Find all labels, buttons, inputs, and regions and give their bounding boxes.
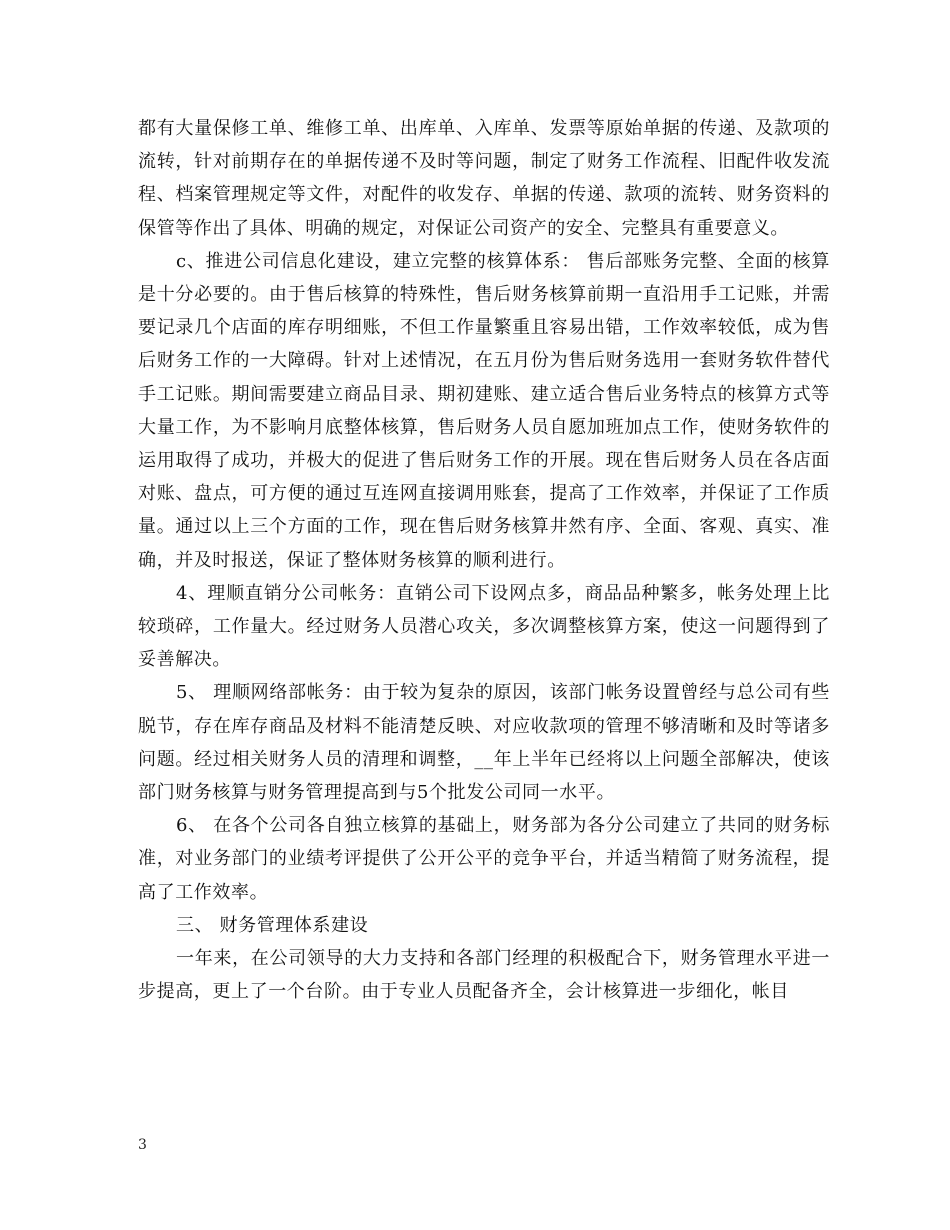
section-heading: 三、 财务管理体系建设 xyxy=(176,914,369,936)
paragraph-item-6: 6、 在各个公司各自独立核算的基础上，财务部为各分公司建立了共同的财务标准，对业务部门的业绩考评提供了公开公平的竞争平台，并适当精简了财务流程，提高了工作效率。 xyxy=(138,815,830,903)
page-number: 3 xyxy=(138,1137,147,1153)
paragraph-item-4: 4、理顺直销分公司帐务：直销公司下设网点多，商品品种繁多，帐务处理上比较琐碎，工作量大。经过财务人员潜心攻关，多次调整核算方案，使这一问题得到了妥善解决。 xyxy=(138,582,830,671)
paragraph-section-intro: 一年来，在公司领导的大力支持和各部门经理的积极配合下，财务管理水平进一步提高，更上了一个台阶。由于专业人员配备齐全，会计核算进一步细化，帐目 xyxy=(138,948,830,1003)
paragraph-continuation: 都有大量保修工单、维修工单、出库单、入库单、发票等原始单据的传递、及款项的流转，针对前期存在的单据传递不及时等问题，制定了财务工作流程、旧配件收发流程、档案管理规定等文件，对配件的收发存、单据的传递、款项的流转、财务资料的保管等作出了具体、明确的规定，对保证公司资产的安全、完整具有重要意义。 xyxy=(138,118,830,239)
paragraph-item-c: c、推进公司信息化建设，建立完整的核算体系： 售后部账务完整、全面的核算是十分必要的。由于售后核算的特殊性，售后财务核算前期一直沿用手工记账，并需要记录几个店面的库存明细账，不但工作量繁重且容易出错，工作效率较低，成为售后财务工作的一大障碍。针对上述情况，在五月份为售后财务选用一套财务软件替代手工记账。期间需要建立商品目录、期初建账、建立适合售后业务特点的核算方式等大量工作，为不影响月底整体核算，售后财务人员自愿加班加点工作，使财务软件的运用取得了成功，并极大的促进了售后财务工作的开展。现在售后财务人员在各店面对账、盘点，可方便的通过互连网直接调用账套，提高了工作效率，并保证了工作质量。通过以上三个方面的工作，现在售后财务核算井然有序、全面、客观、真实、准确，并及时报送，保证了整体财务核算的顺利进行。 xyxy=(138,250,830,571)
paragraph-item-5: 5、 理顺网络部帐务：由于较为复杂的原因，该部门帐务设置曾经与总公司有些脱节，存在库存商品及材料不能清楚反映、对应收款项的管理不够清晰和及时等诸多问题。经过相关财务人员的清理和调整，__年上半年已经将以上问题全部解决，使该部门财务核算与财务管理提高到与5个批发公司同一水平。 xyxy=(138,682,830,804)
document-body xyxy=(138,112,830,1008)
